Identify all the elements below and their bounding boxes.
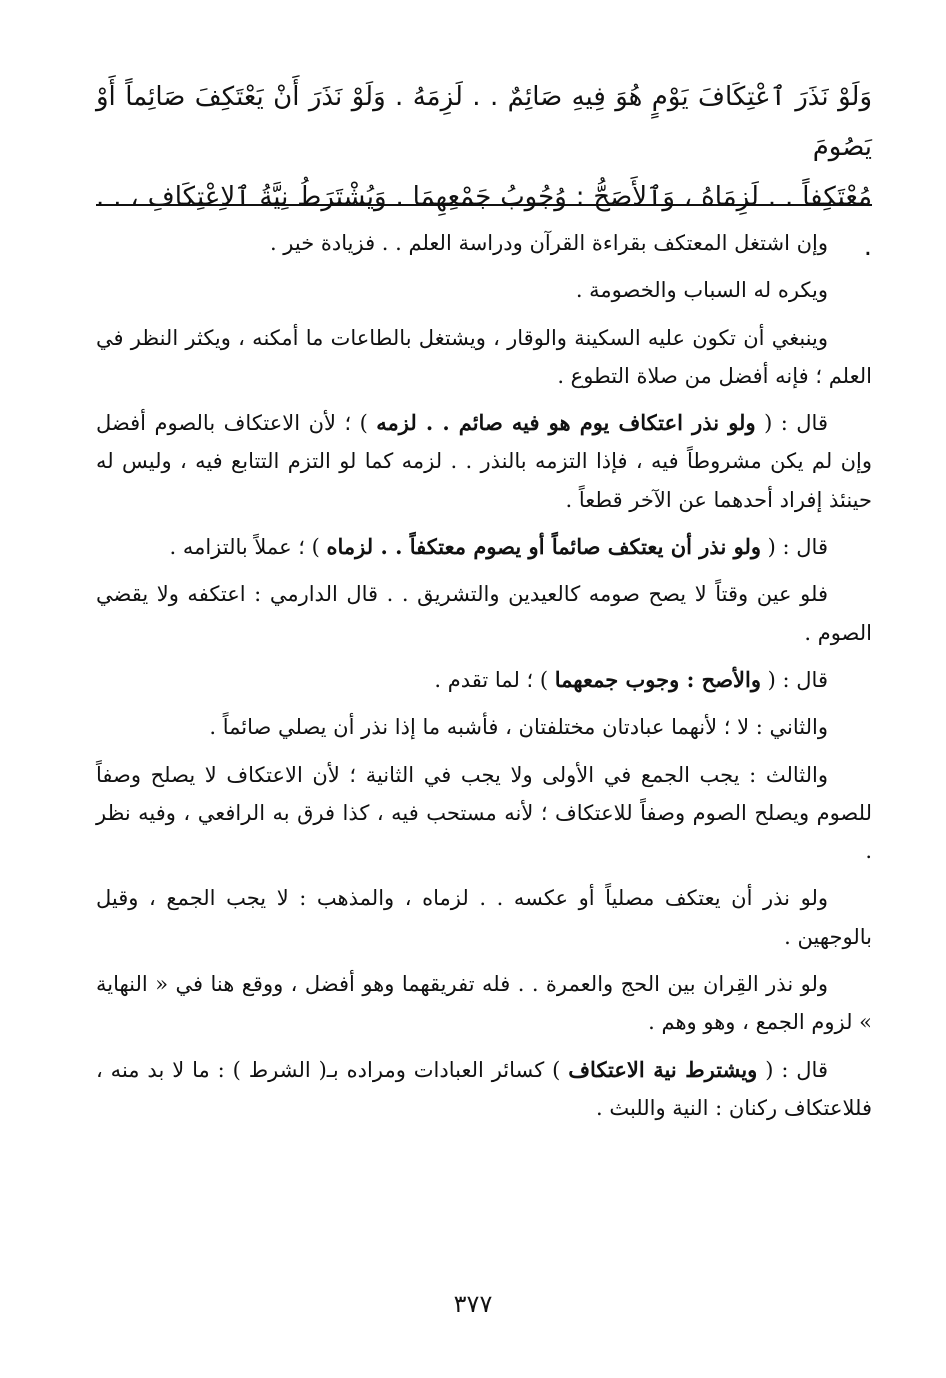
sharh-paragraph: وإن اشتغل المعتكف بقراءة القرآن ودراسة العلم . . فزيادة خير . (269, 231, 828, 255)
commentary-text: ) ؛ لأن الاعتكاف بالصوم أفضل وإن لم يكن مشروطاً فيه ، فإذا التزمه بالنذر . . لزمه كما لو التزم التتابع فيه ، وليس له حينئذ إفراد أحدهما عن الآخر قطعاً . (96, 411, 872, 512)
sharh-paragraph: وينبغي أن تكون عليه السكينة والوقار ، ويشتغل بالطاعات ما أمكنه ، ويكثر النظر في العلم ؛ فإنه أفضل من صلاة التطوع . (96, 325, 872, 388)
commentary-text: ) ؛ عملاً بالتزامه . (169, 535, 327, 560)
sharh-paragraph (96, 528, 872, 566)
sharh-paragraph (96, 404, 872, 519)
sharh-paragraph: فلو عين وقتاً لا يصح صومه كالعيدين والتشريق . . قال الدارمي : اعتكفه ولا يقضي الصوم . (96, 582, 872, 645)
quote-lead: قال : ( (757, 1057, 828, 1082)
matn-line-1: وَلَوْ نَذَرَ ٱعْتِكَافَ يَوْمٍ هُوَ فِيهِ صَائِمٌ . . لَزِمَهُ . وَلَوْ نَذَرَ أَنْ يَعْتَكِفَ صَائِماً أَوْ يَصُومَ (96, 82, 872, 162)
sharh-text (96, 224, 872, 1136)
quoted-matn: ولو نذر اعتكاف يوم هو فيه صائم . . لزمه (376, 410, 756, 436)
sharh-paragraph (96, 1051, 872, 1128)
commentary-text: ) ؛ لما تقدم . (434, 667, 555, 692)
quoted-matn: والأصح : وجوب جمعهما (554, 666, 761, 692)
quoted-matn: ولو نذر أن يعتكف صائماً أو يصوم معتكفاً . . لزماه (326, 534, 761, 560)
sharh-paragraph: ويكره له السباب والخصومة . (575, 278, 828, 303)
sharh-paragraph (96, 661, 872, 699)
quote-lead: قال : ( (761, 535, 828, 560)
sharh-paragraph: والثالث : يجب الجمع في الأولى ولا يجب في الثانية ؛ لأن الاعتكاف لا يصلح وصفاً للصوم ويصلح الصوم وصفاً للاعتكاف ؛ لأنه مستحب فيه ، كذا فرق به الرافعي ، وفيه نظر . (96, 762, 872, 864)
matn-line-2: مُعْتَكِفاً . . لَزِمَاهُ ، وَٱلأَصَحُّ : وُجُوبُ جَمْعِهِمَا . وَيُشْتَرَطُ نِيَّةُ ٱلاِعْتِكَافِ ، . . . (96, 182, 872, 262)
quote-lead: قال : ( (755, 411, 828, 436)
quoted-matn: ويشترط نية الاعتكاف (568, 1056, 758, 1082)
commentary-text: ) كسائر العبادات ومراده بـ( الشرط ) : ما لا بد منه ، فللاعتكاف ركنان : النية واللبث . (96, 1057, 872, 1120)
quote-lead: قال : ( (761, 667, 828, 692)
separator-rule (96, 204, 872, 206)
sharh-paragraph: والثاني : لا ؛ لأنهما عبادتان مختلفتان ، فأشبه ما إذا نذر أن يصلي صائماً . (209, 715, 828, 740)
sharh-paragraph: ولو نذر أن يعتكف مصلياً أو عكسه . . لزماه ، والمذهب : لا يجب الجمع ، وقيل بالوجهين . (96, 886, 872, 949)
sharh-paragraph: ولو نذر القِران بين الحج والعمرة . . فله تفريقهما وهو أفضل ، ووقع هنا في « النهاية » لزوم الجمع ، وهو وهم . (96, 972, 872, 1035)
page-number: ٣٧٧ (453, 1290, 493, 1318)
